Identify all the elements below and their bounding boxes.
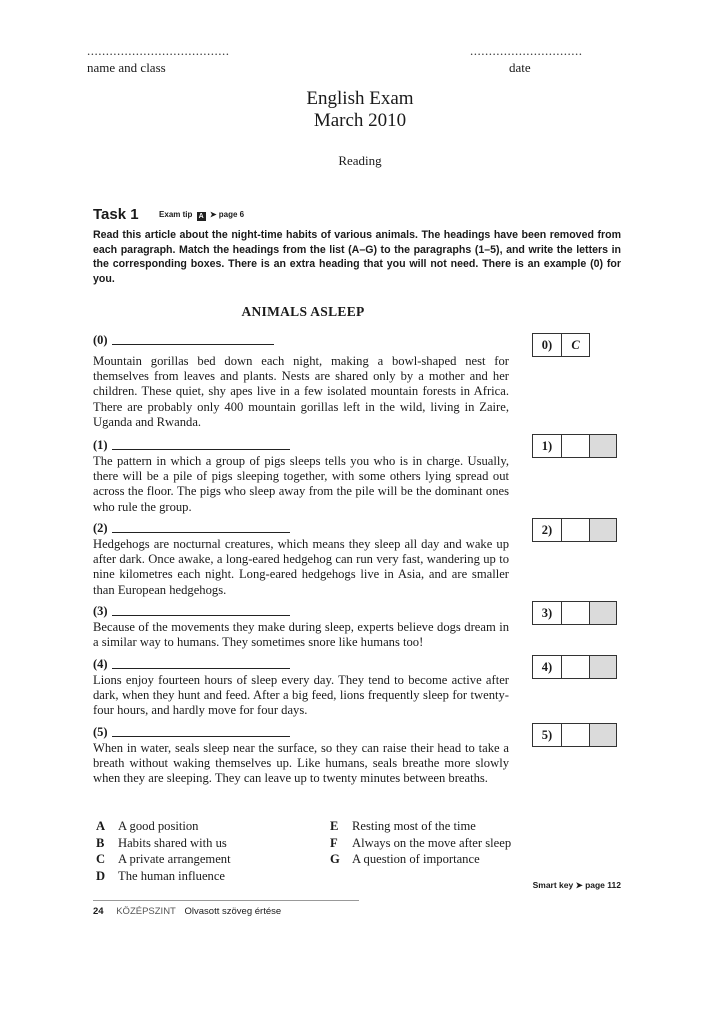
answer-box[interactable] xyxy=(532,518,617,542)
heading-letter: G xyxy=(330,852,340,866)
heading-option xyxy=(96,835,231,852)
paragraph-heading-slot xyxy=(93,725,290,740)
heading-blank-line xyxy=(112,449,290,450)
name-and-class-label: name and class xyxy=(87,60,166,75)
paragraph-text: The pattern in which a group of pigs sleeps tells you who is in charge. Usually, there will be a pile of pigs sleeping together, with some others lying spread out across the floor. The pigs who sleep away from the pile will be the dominant ones who rule the group. xyxy=(93,454,509,514)
paragraph-number: (4) xyxy=(93,657,108,671)
task-number: Task 1 xyxy=(93,206,139,223)
heading-letter: E xyxy=(330,819,339,833)
heading-option xyxy=(330,818,511,835)
headings-list-right xyxy=(330,818,511,868)
heading-text: The human influence xyxy=(118,868,226,883)
heading-blank-line xyxy=(112,344,274,345)
paragraph-text: Lions enjoy fourteen hours of sleep every day. They tend to become active after dark, when they hunt and feed. After a big feed, lions frequently sleep for twenty-four hours, and hardly move for four days. xyxy=(93,673,509,718)
heading-letter: D xyxy=(96,868,106,883)
paragraph-number: (3) xyxy=(93,604,108,618)
heading-option xyxy=(96,851,231,868)
heading-blank-line xyxy=(112,532,290,533)
exam-tip-icon: A xyxy=(198,213,204,220)
heading-letter: B xyxy=(96,835,105,850)
answer-box[interactable] xyxy=(532,601,617,625)
page-footer xyxy=(93,906,281,917)
heading-blank-line xyxy=(112,668,290,669)
answer-letter-cell[interactable] xyxy=(562,723,590,747)
exam-tip-label: Exam tip xyxy=(159,210,193,219)
paragraph-number: (2) xyxy=(93,521,108,535)
date-label: date xyxy=(509,60,531,75)
heading-text: Resting most of the time xyxy=(352,819,476,833)
answer-number: 3) xyxy=(532,601,562,625)
answer-letter-cell[interactable] xyxy=(562,655,590,679)
paragraph-number: (0) xyxy=(93,333,108,347)
heading-blank-line xyxy=(112,736,290,737)
paragraph-text: Hedgehogs are nocturnal creatures, which means they sleep all day and wake up after dark. Once awake, a long-eared hedgehog can run very fast, wandering up to nine kilometres each night. Long-eared hedgehogs live in Asia, and are smaller than European hedgehogs. xyxy=(93,537,509,597)
paragraph-heading-slot xyxy=(93,604,290,619)
footer-divider xyxy=(93,900,359,901)
headings-list-left xyxy=(96,818,231,884)
answer-number: 1) xyxy=(532,434,562,458)
name-dotted-line: ...................................... xyxy=(87,43,230,58)
date-dotted-line: .............................. xyxy=(470,43,583,58)
answer-box[interactable] xyxy=(532,434,617,458)
heading-text: Habits shared with us xyxy=(118,835,227,850)
answer-letter-cell[interactable] xyxy=(562,518,590,542)
paragraph-number: (5) xyxy=(93,725,108,739)
exam-title: English Exam xyxy=(306,88,414,109)
paragraph-heading-slot xyxy=(93,333,274,348)
heading-letter: F xyxy=(330,835,338,850)
exam-tip-page: ➤ page 6 xyxy=(209,210,245,219)
heading-text: A good position xyxy=(118,819,199,833)
answer-letter-cell[interactable] xyxy=(562,601,590,625)
heading-text: A private arrangement xyxy=(118,852,231,866)
heading-option xyxy=(330,851,511,868)
paragraph-text: Because of the movements they make during sleep, experts believe dogs dream in a similar way to humans. They sometimes snore like humans too! xyxy=(93,620,509,650)
paragraph-heading-slot xyxy=(93,521,290,536)
answer-letter-cell: C xyxy=(562,333,590,357)
answer-box[interactable] xyxy=(532,655,617,679)
paragraph-text: When in water, seals sleep near the surface, so they can raise their head to take a breath without waking themselves up. Like humans, seals breathe more slowly when they are sleeping. They can leave up to twenty minutes between breaths. xyxy=(93,741,509,786)
answer-number: 2) xyxy=(532,518,562,542)
exam-date: March 2010 xyxy=(313,110,407,131)
heading-blank-line xyxy=(112,615,290,616)
exam-tip xyxy=(159,210,244,219)
answer-score-cell xyxy=(590,601,617,625)
paragraph-text: Mountain gorillas bed down each night, making a bowl-shaped nest for themselves from leaves and plants. Nests are shared only by a mother and her children. These quiet, shy apes live in a few isolated mountain forests in Africa. There are probably only 400 mountain gorillas left in the wild, living in Zaire, Uganda and Rwanda. xyxy=(93,354,509,429)
heading-text: Always on the move after sleep xyxy=(352,835,512,850)
answer-score-cell xyxy=(590,655,617,679)
section-label: Reading xyxy=(338,153,382,168)
heading-text: A question of importance xyxy=(352,852,480,866)
paragraph-heading-slot xyxy=(93,657,290,672)
heading-letter: C xyxy=(96,852,106,866)
paragraph-heading-slot xyxy=(93,438,290,453)
answer-number: 4) xyxy=(532,655,562,679)
paragraph-number: (1) xyxy=(93,438,108,452)
task-instructions: Read this article about the night-time habits of various animals. The headings have been removed from each paragraph. Match the headings from the list (A–G) to the paragraphs (1–5), and write the letters in the corresponding boxes. There is an extra heading that you will not need. There is an example (0) for you. xyxy=(93,229,621,285)
page-number: 24 xyxy=(93,906,104,917)
smart-key-reference: Smart key ➤ page 112 xyxy=(532,880,621,890)
subject-label: Olvasott szöveg értése xyxy=(184,906,282,917)
level-label: KÖZÉPSZINT xyxy=(116,906,176,917)
answer-box[interactable] xyxy=(532,723,617,747)
answer-score-cell xyxy=(590,518,617,542)
answer-number: 0) xyxy=(532,333,562,357)
answer-score-cell xyxy=(590,723,617,747)
heading-option xyxy=(330,835,511,852)
answer-number: 5) xyxy=(532,723,562,747)
task-heading xyxy=(93,206,244,224)
heading-option xyxy=(96,818,231,835)
heading-option xyxy=(96,868,231,885)
answer-box-example xyxy=(532,333,590,357)
heading-letter: A xyxy=(96,819,106,833)
article-title: ANIMALS ASLEEP xyxy=(241,304,365,319)
answer-letter-cell[interactable] xyxy=(562,434,590,458)
answer-score-cell xyxy=(590,434,617,458)
